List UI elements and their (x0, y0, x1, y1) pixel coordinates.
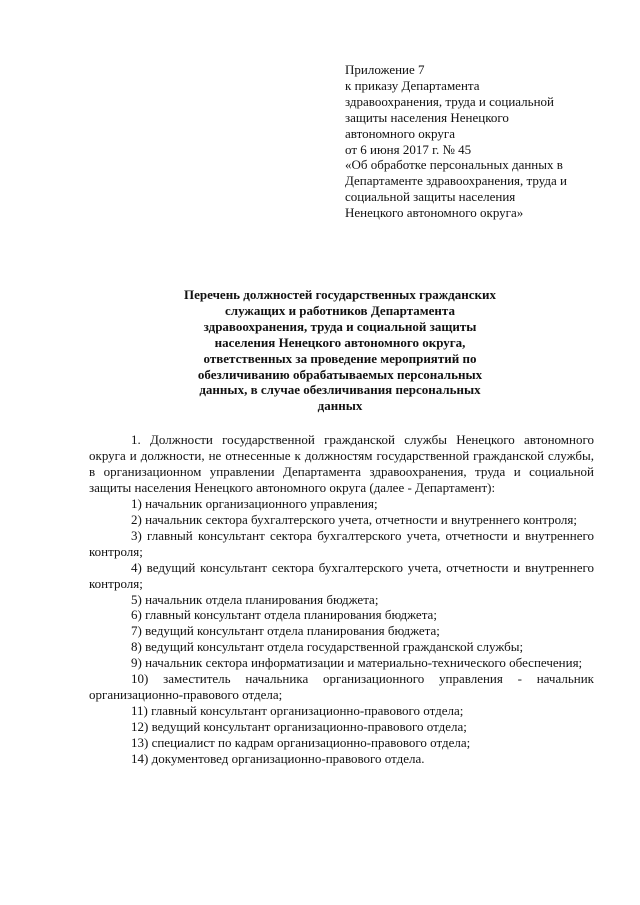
section-1-intro: 1. Должности государственной гражданской службы Ненецкого автономного округа и должности, не отнесенные к должностям государственной гражданской службы, в организационном управлении Департамента здравоохранения, труда и социальной защиты населения Ненецкого автономного округа (далее - Департамент): (89, 432, 594, 495)
appendix-line: здравоохранения, труда и социальной (345, 93, 554, 109)
appendix-line: автономного округа (345, 125, 455, 141)
appendix-line: Приложение 7 (345, 62, 425, 77)
appendix-line: от 6 июня 2017 г. № 45 (345, 141, 472, 157)
list-item: 2) начальник сектора бухгалтерского учета, отчетности и внутреннего контроля; (131, 511, 578, 527)
list-item: 5) начальник отдела планирования бюджета; (131, 591, 379, 607)
appendix-line: защиты населения Ненецкого (345, 109, 509, 125)
list-item: 13) специалист по кадрам организационно-правового отдела; (131, 735, 471, 751)
list-item: 3) главный консультант сектора бухгалтерского учета, отчетности и внутреннего контроля; (89, 527, 594, 559)
appendix-header (345, 62, 605, 221)
list-item: 14) документовед организационно-правового отдела. (131, 751, 425, 767)
appendix-line: Департаменте здравоохранения, труда и (345, 173, 567, 189)
title-line: Перечень должностей государственных гражданских (184, 287, 496, 302)
list-item: 1) начальник организационного управления; (131, 495, 378, 511)
appendix-line: к приказу Департамента (345, 77, 480, 93)
list-item: 10) заместитель начальника организационного управления - начальник организационно-правового отдела; (89, 671, 594, 703)
title-line: обезличиванию обрабатываемых персональных (197, 366, 483, 382)
title-line: данных, в случае обезличивания персональных (199, 382, 481, 398)
appendix-line: Ненецкого автономного округа» (345, 205, 524, 221)
title-line: населения Ненецкого автономного округа, (214, 334, 466, 350)
title-line: здравоохранения, труда и социальной защиты (203, 318, 477, 334)
title-line: служащих и работников Департамента (225, 302, 455, 318)
document-title (150, 287, 530, 414)
list-item: 6) главный консультант отдела планирования бюджета; (131, 607, 437, 623)
title-line: ответственных за проведение мероприятий по (203, 350, 477, 366)
list-item: 12) ведущий консультант организационно-правового отдела; (131, 719, 467, 735)
position-list (89, 496, 594, 767)
list-item: 7) ведущий консультант отдела планирования бюджета; (131, 623, 440, 639)
document-body (89, 432, 594, 767)
appendix-line: «Об обработке персональных данных в (345, 157, 563, 173)
list-item: 8) ведущий консультант отдела государственной гражданской службы; (131, 639, 524, 655)
appendix-line: социальной защиты населения (345, 189, 516, 205)
list-item: 11) главный консультант организационно-правового отдела; (131, 703, 464, 719)
title-line: данных (317, 398, 363, 414)
list-item: 9) начальник сектора информатизации и материально-технического обеспечения; (131, 655, 583, 671)
list-item: 4) ведущий консультант сектора бухгалтерского учета, отчетности и внутреннего контроля; (89, 559, 594, 591)
